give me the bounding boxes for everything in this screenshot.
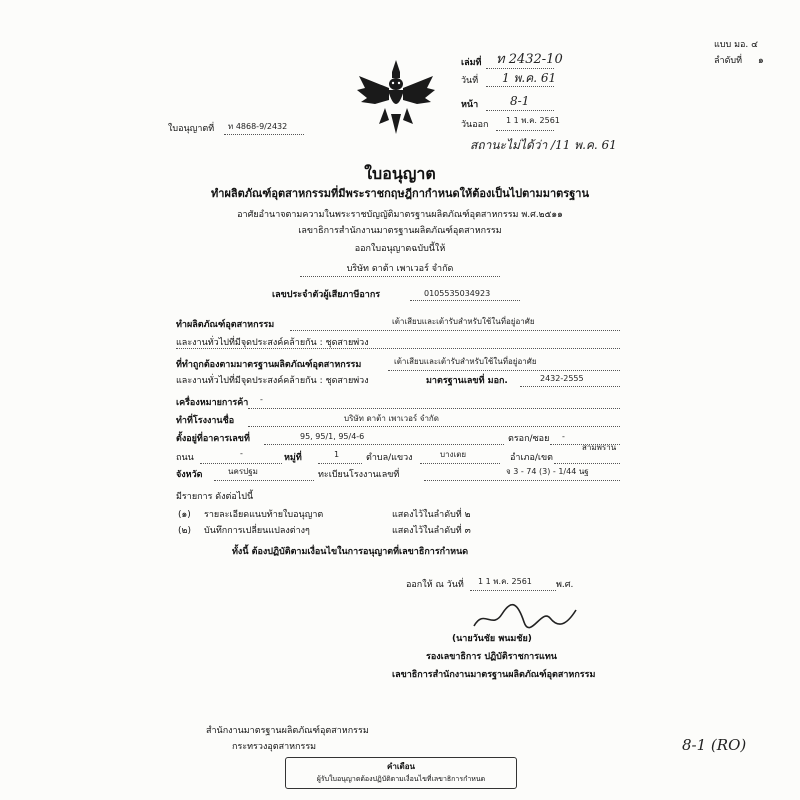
issued-label: ออกให้ ณ วันที่ [406,580,464,590]
order-number: ๑ [758,56,764,66]
garuda-emblem-icon [355,58,437,138]
tax-id-value: 0105535034923 [424,289,491,298]
form-code: แบบ มอ. ๔ [714,40,758,50]
receipt-date-value: 1 พ.ค. 61 [502,71,557,85]
attachment-1-where: แสดงไว้ในลำดับที่ ๒ [392,510,471,520]
receipt-date-label: วันที่ [461,76,479,86]
document-title: ใบอนุญาต [364,164,436,183]
license-no-label: ใบอนุญาตที่ [168,124,215,134]
attachment-2-where: แสดงไว้ในลำดับที่ ๓ [392,526,471,536]
order-label: ลำดับที่ [714,56,743,66]
issued-value: 1 1 พ.ค. 2561 [478,577,532,586]
authority-line-3: ออกใบอนุญาตฉบับนี้ให้ [354,244,446,254]
footer-org: สำนักงานมาตรฐานผลิตภัณฑ์อุตสาหกรรม [206,726,369,736]
standard-product-label: ที่ทำถูกต้องตามมาตรฐานผลิตภัณฑ์อุตสาหกรรม [176,360,362,370]
road-value: - [240,449,243,458]
standard-product-value: เต้าเสียบและเต้ารับสำหรับใช้ในที่อยู่อาศัย [394,357,537,366]
license-no-value: ท 4868-9/2432 [228,122,288,131]
standard-no-label: มาตรฐานเลขที่ มอก. [426,376,508,386]
address-label: ตั้งอยู่ที่อาคารเลขที่ [176,434,250,444]
district-label: อำเภอ/เขต [510,453,553,463]
product-value: เต้าเสียบและเต้ารับสำหรับใช้ในที่อยู่อาศัย [392,317,535,326]
receipt-page-value: 8-1 [510,94,530,108]
signature-icon [470,600,580,634]
standard-no-value: 2432-2555 [540,374,584,383]
signer-org: เลขาธิการสำนักงานมาตรฐานผลิตภัณฑ์อุตสาหกรรม [392,670,596,680]
receipt-issue-label: วันออก [461,120,489,130]
book-no-label: เล่มที่ [461,58,482,68]
product-label: ทำผลิตภัณฑ์อุตสาหกรรม [176,320,275,330]
subdistrict-label: ตำบล/แขวง [366,453,413,463]
alley-label: ตรอก/ซอย [508,434,550,444]
footer-ministry: กระทรวงอุตสาหกรรม [232,742,317,752]
factory-value: บริษัท ดาต้า เพาเวอร์ จำกัด [344,414,439,423]
warning-title: คำเตือน [386,762,416,771]
road-label: ถนน [176,453,194,463]
attachment-2-text: บันทึกการเปลี่ยนแปลงต่างๆ [204,526,310,536]
issued-era: พ.ศ. [556,580,574,590]
attachment-2-num: (๒) [178,526,191,536]
warning-text: ผู้รับใบอนุญาตต้องปฏิบัติตามเงื่อนไขที่เลขาธิการกำหนด [316,775,486,783]
factory-label: ทำที่โรงงานชื่อ [176,416,235,426]
warning-box [285,757,517,789]
tax-id-label: เลขประจำตัวผู้เสียภาษีอากร [272,290,381,300]
authority-line-1: อาศัยอำนาจตามความในพระราชบัญญัติมาตรฐานผลิตภัณฑ์อุตสาหกรรม พ.ศ.๒๕๑๑ [237,210,563,220]
authority-line-2: เลขาธิการสำนักงานมาตรฐานผลิตภัณฑ์อุตสาหกรรม [298,226,502,236]
purpose-label: และงานทั่วไปที่มีจุดประสงค์คล้ายกัน : ชุดสายพ่วง [176,338,369,348]
moo-label: หมู่ที่ [284,453,302,463]
corner-handwritten-note: 8-1 (RO) [682,736,747,754]
standard-purpose-label: และงานทั่วไปที่มีจุดประสงค์คล้ายกัน : ชุดสายพ่วง [176,376,369,386]
alley-value: - [562,432,565,441]
trademark-label: เครื่องหมายการค้า [176,398,249,408]
book-no-value: ท 2432-10 [496,52,563,67]
attachments-label: มีรายการ ดังต่อไปนี้ [176,492,254,502]
moo-value: 1 [334,450,340,459]
document-subtitle: ทำผลิตภัณฑ์อุตสาหกรรมที่มีพระราชกฤษฎีกากำหนดให้ต้องเป็นไปตามมาตรฐาน [211,187,589,200]
attachment-1-text: รายละเอียดแนบท้ายใบอนุญาต [204,510,324,520]
subdistrict-value: บางเตย [440,450,467,459]
province-label: จังหวัด [176,470,203,480]
receipt-page-label: หน้า [461,100,479,110]
company-name: บริษัท ดาต้า เพาเวอร์ จำกัด [346,264,454,274]
province-value: นครปฐม [228,467,258,476]
signer-title: รองเลขาธิการ ปฏิบัติราชการแทน [426,652,557,662]
signer-name: (นายวันชัย พนมชัย) [452,634,532,644]
conditions-text: ทั้งนี้ ต้องปฏิบัติตามเงื่อนไขในการอนุญาตที่เลขาธิการกำหนด [232,547,469,557]
trademark-value: - [260,395,263,404]
attachment-1-num: (๑) [178,510,191,520]
receipt-issue-value: 1 1 พ.ค. 2561 [506,116,560,125]
district-value: สามพราน [582,443,617,452]
factory-reg-value: จ 3 - 74 (3) - 1/44 นฐ [506,467,589,476]
address-value: 95, 95/1, 95/4-6 [300,432,365,441]
receipt-handwritten-note: สถานะไม่ได้ว่า /11 พ.ค. 61 [470,138,617,152]
factory-reg-label: ทะเบียนโรงงานเลขที่ [318,470,400,480]
